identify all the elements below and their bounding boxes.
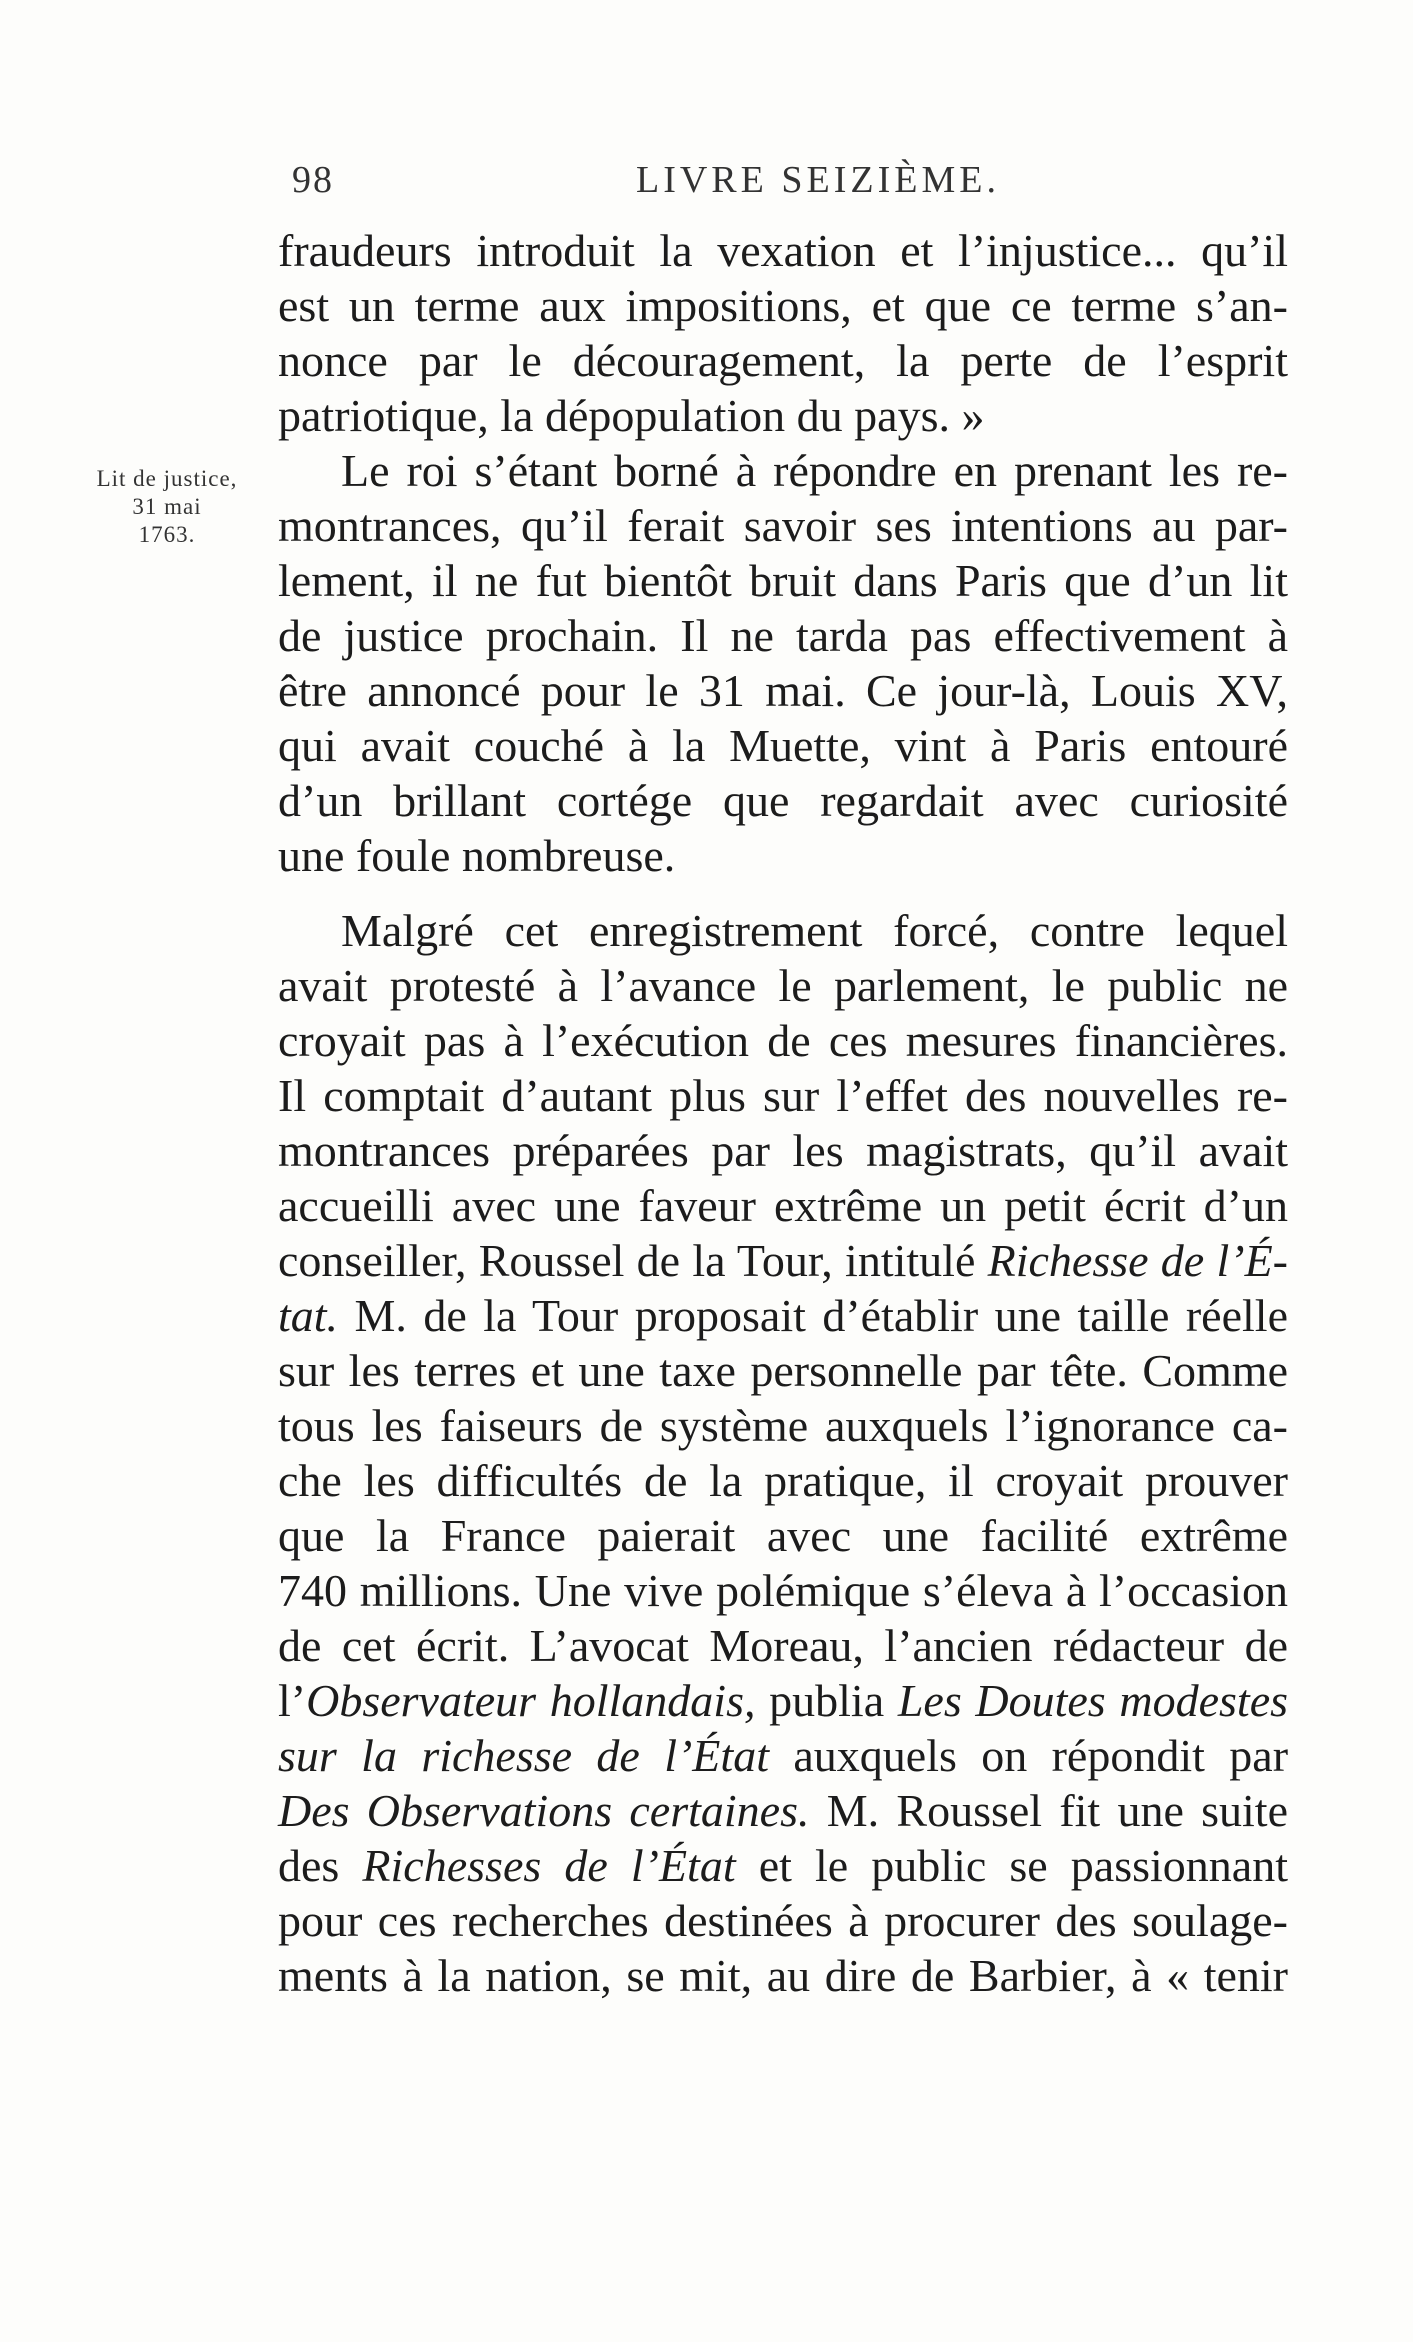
- margin-note-line: Lit de justice,: [96, 466, 238, 491]
- text-line: que la France paierait avec une facilité extrême: [278, 1510, 1288, 1561]
- margin-note-line: 1763.: [138, 522, 196, 547]
- book-title-italic: tat.: [278, 1290, 339, 1341]
- text-line: Le roi s’étant borné à répondre en prenant les re-: [341, 445, 1288, 496]
- page-number: 98: [292, 159, 334, 201]
- book-title-italic: sur la richesse de l’État: [278, 1730, 769, 1781]
- text-line: nonce par le découragement, la perte de l’esprit: [278, 335, 1288, 386]
- text-run: M. Roussel fit une suite: [809, 1785, 1288, 1836]
- text-line: lement, il ne fut bientôt bruit dans Paris que d’un lit: [278, 555, 1288, 606]
- text-line: fraudeurs introduit la vexation et l’injustice... qu’il: [278, 225, 1288, 276]
- text-line: patriotique, la dépopulation du pays. »: [278, 390, 985, 441]
- text-run: l’: [278, 1675, 307, 1726]
- text-run: conseiller, Roussel de la Tour, intitulé: [278, 1235, 988, 1286]
- paragraph-gap: [278, 883, 1288, 903]
- running-title: LIVRE SEIZIÈME.: [636, 159, 1000, 201]
- text-line: tous les faiseurs de système auxquels l’ignorance ca-: [278, 1400, 1288, 1451]
- text-line: ments à la nation, se mit, au dire de Barbier, à « tenir: [278, 1950, 1288, 2001]
- book-title-italic: Des Observations certaines.: [278, 1785, 810, 1836]
- text-line: [278, 1288, 1288, 1343]
- body-text: [278, 223, 1288, 2003]
- margin-note: [52, 465, 282, 549]
- margin-note-line: 31 mai: [132, 494, 202, 519]
- running-head: [0, 158, 1413, 201]
- text-line: de justice prochain. Il ne tarda pas effectivement à: [278, 610, 1288, 661]
- text-run: auxquels on répondit par: [768, 1730, 1289, 1781]
- text-line: [278, 1233, 1288, 1288]
- text-line: [278, 1838, 1288, 1893]
- book-title-italic: Richesses de l’État: [362, 1840, 736, 1891]
- text-line: une foule nombreuse.: [278, 830, 676, 881]
- text-line: [278, 1728, 1288, 1783]
- text-run: publia: [755, 1675, 898, 1726]
- text-line: Il comptait d’autant plus sur l’effet des nouvelles re-: [278, 1070, 1288, 1121]
- text-line: avait protesté à l’avance le parlement, le public ne: [278, 960, 1288, 1011]
- text-line: [278, 1783, 1288, 1838]
- paragraph-3: [278, 903, 1288, 2003]
- text-line: d’un brillant cortége que regardait avec curiosité: [278, 775, 1288, 826]
- text-line: montrances, qu’il ferait savoir ses intentions au par-: [278, 500, 1288, 551]
- book-title-italic: Richesse de l’É-: [987, 1235, 1288, 1286]
- text-line: che les difficultés de la pratique, il croyait prouver: [278, 1455, 1288, 1506]
- text-line: est un terme aux impositions, et que ce terme s’an-: [278, 280, 1288, 331]
- text-line: Malgré cet enregistrement forcé, contre lequel: [341, 905, 1288, 956]
- book-title-italic: Les Doutes modestes: [897, 1675, 1289, 1726]
- text-line: accueilli avec une faveur extrême un petit écrit d’un: [278, 1180, 1288, 1231]
- text-line: être annoncé pour le 31 mai. Ce jour-là, Louis XV,: [278, 665, 1288, 716]
- text-line: de cet écrit. L’avocat Moreau, l’ancien rédacteur de: [278, 1620, 1288, 1671]
- paragraph-1: [278, 223, 1288, 443]
- text-line: 740 millions. Une vive polémique s’éleva à l’occasion: [278, 1565, 1288, 1616]
- book-title-italic: Observateur hollandais,: [306, 1675, 756, 1726]
- text-line: qui avait couché à la Muette, vint à Paris entouré: [278, 720, 1288, 771]
- text-line: croyait pas à l’exécution de ces mesures financières.: [278, 1015, 1288, 1066]
- paragraph-2: [278, 443, 1288, 883]
- text-run: M. de la Tour proposait d’établir une taille réelle: [338, 1290, 1288, 1341]
- text-run: des: [278, 1840, 363, 1891]
- text-line: montrances préparées par les magistrats, qu’il avait: [278, 1125, 1288, 1176]
- text-line: sur les terres et une taxe personnelle par tête. Comme: [278, 1345, 1288, 1396]
- text-run: et le public se passionnant: [735, 1840, 1288, 1891]
- text-line: [278, 1673, 1288, 1728]
- text-line: pour ces recherches destinées à procurer des soulage-: [278, 1895, 1288, 1946]
